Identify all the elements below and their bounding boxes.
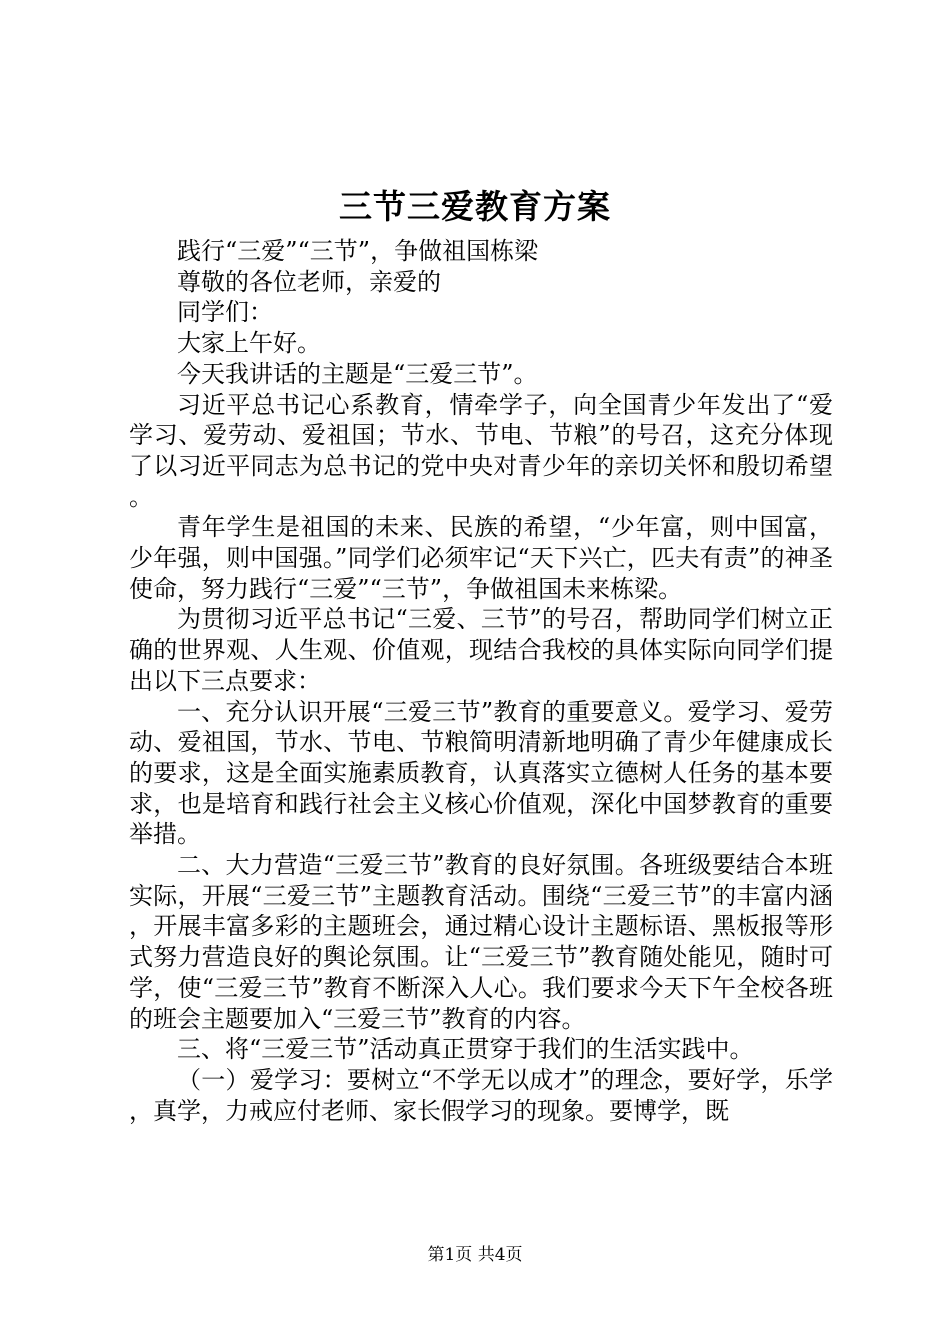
document-body — [129, 236, 833, 1126]
paragraph-greeting: 大家上午好。 — [177, 329, 321, 358]
paragraph-subtitle: 践行“三爱”“三节”，争做祖国栋梁 — [177, 237, 539, 265]
paragraph-sub-point-1: （一）爱学习：要树立“不学无以成才”的理念，要好学，乐学，真学，力戒应付老师、家长假学习的现象。要博学，既 — [129, 1065, 833, 1125]
page-number: 第1页 — [427, 1245, 473, 1265]
page-total: 共4页 — [477, 1245, 523, 1265]
paragraph-salutation-cont: 同学们： — [177, 298, 273, 327]
paragraph-topic: 今天我讲话的主题是“三爱三节”。 — [177, 359, 538, 388]
page-footer — [0, 1243, 950, 1267]
paragraph-salutation: 尊敬的各位老师，亲爱的 — [177, 267, 441, 296]
paragraph-body: 为贯彻习近平总书记“三爱、三节”的号召，帮助同学们树立正确的世界观、人生观、价值观，现结合我校的具体实际向同学们提出以下三点要求： — [129, 605, 833, 695]
page-title: 三节三爱教育方案 — [339, 187, 611, 226]
paragraph-point-2: 二、大力营造“三爱三节”教育的良好氛围。各班级要结合本班实际，开展“三爱三节”主题教育活动。围绕“三爱三节”的丰富内涵，开展丰富多彩的主题班会，通过精心设计主题标语、黑板报等形式努力营造良好的舆论氛围。让“三爱三节”教育随处能见，随时可学，使“三爱三节”教育不断深入人心。我们要求今天下午全校各班的班会主题要加入“三爱三节”教育的内容。 — [129, 851, 833, 1033]
paragraph-body: 习近平总书记心系教育，情牵学子，向全国青少年发出了“爱学习、爱劳动、爱祖国；节水、节电、节粮”的号召，这充分体现了以习近平同志为总书记的党中央对青少年的亲切关怀和殷切希望。 — [129, 390, 833, 511]
paragraph-point-3: 三、将“三爱三节”活动真正贯穿于我们的生活实践中。 — [177, 1035, 754, 1064]
paragraph-body: 青年学生是祖国的未来、民族的希望，“少年富，则中国富，少年强，则中国强。”同学们必须牢记“天下兴亡，匹夫有责”的神圣使命，努力践行“三爱”“三节”，争做祖国未来栋梁。 — [129, 513, 833, 603]
paragraph-point-1: 一、充分认识开展“三爱三节”教育的重要意义。爱学习、爱劳动、爱祖国，节水、节电、节粮简明清新地明确了青少年健康成长的要求，这是全面实施素质教育，认真落实立德树人任务的基本要求，也是培育和践行社会主义核心价值观，深化中国梦教育的重要举措。 — [129, 697, 833, 849]
